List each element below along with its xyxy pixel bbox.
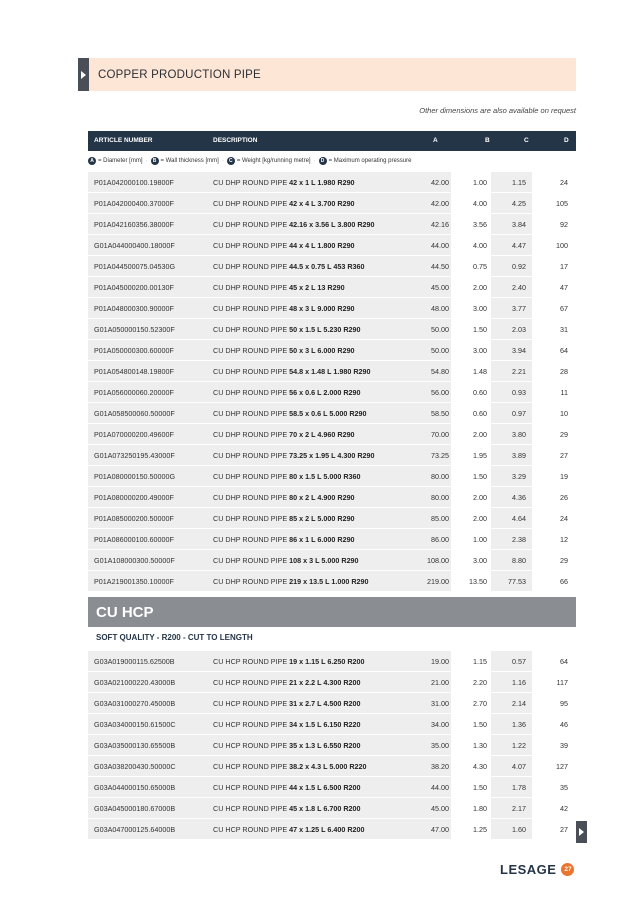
value-d: 27 <box>560 451 568 460</box>
value-b: 4.30 <box>473 762 487 771</box>
description <box>213 556 359 565</box>
description <box>213 514 355 523</box>
value-d: 100 <box>556 241 568 250</box>
value-c: 0.92 <box>512 262 526 271</box>
description <box>213 657 365 666</box>
value-a: 34.00 <box>431 720 449 729</box>
legend-c-badge: C <box>227 157 235 165</box>
description-dimensions: 47 x 1.25 L 6.400 R200 <box>289 825 365 834</box>
article-number: P01A054800148.19800F <box>94 367 174 376</box>
value-b: 2.20 <box>473 678 487 687</box>
description-dimensions: 85 x 2 L 5.000 R290 <box>289 514 355 523</box>
next-page-arrow-icon[interactable] <box>576 821 587 843</box>
value-a: 38.20 <box>431 762 449 771</box>
description-prefix: CU HCP ROUND PIPE <box>213 720 288 729</box>
value-d: 64 <box>560 346 568 355</box>
description <box>213 388 361 397</box>
value-d: 127 <box>556 762 568 771</box>
legend-b-badge: B <box>151 157 159 165</box>
description-prefix: CU DHP ROUND PIPE <box>213 472 288 481</box>
value-c: 3.94 <box>512 346 526 355</box>
header-b: B <box>485 137 490 144</box>
value-a: 21.00 <box>431 678 449 687</box>
value-b: 4.00 <box>473 241 487 250</box>
table-row <box>88 318 576 339</box>
description-prefix: CU DHP ROUND PIPE <box>213 451 288 460</box>
value-d: 24 <box>560 514 568 523</box>
value-b: 3.56 <box>473 220 487 229</box>
description-dimensions: 44 x 1.5 L 6.500 R200 <box>289 783 361 792</box>
table-row <box>88 692 576 713</box>
description-dimensions: 86 x 1 L 6.000 R290 <box>289 535 355 544</box>
value-d: 95 <box>560 699 568 708</box>
header-c: C <box>524 137 529 144</box>
value-d: 19 <box>560 472 568 481</box>
value-a: 35.00 <box>431 741 449 750</box>
article-number: P01A048000300.90000F <box>94 304 174 313</box>
value-c: 2.40 <box>512 283 526 292</box>
value-c: 3.80 <box>512 430 526 439</box>
description-dimensions: 70 x 2 L 4.960 R290 <box>289 430 355 439</box>
description-prefix: CU HCP ROUND PIPE <box>213 678 288 687</box>
description <box>213 783 361 792</box>
value-b: 3.00 <box>473 304 487 313</box>
article-number: P01A044500075.04530G <box>94 262 176 271</box>
description <box>213 178 355 187</box>
description <box>213 741 361 750</box>
description <box>213 346 355 355</box>
value-a: 85.00 <box>431 514 449 523</box>
description-dimensions: 35 x 1.3 L 6.550 R200 <box>289 741 361 750</box>
value-c: 3.89 <box>512 451 526 460</box>
table-row <box>88 297 576 318</box>
value-c: 4.64 <box>512 514 526 523</box>
header-d: D <box>564 137 569 144</box>
footer <box>500 862 574 877</box>
description-dimensions: 50 x 3 L 6.000 R290 <box>289 346 355 355</box>
value-a: 80.00 <box>431 493 449 502</box>
description-dimensions: 219 x 13.5 L 1.000 R290 <box>289 577 369 586</box>
legend <box>88 154 576 168</box>
value-a: 50.00 <box>431 325 449 334</box>
description-prefix: CU HCP ROUND PIPE <box>213 783 288 792</box>
table-header <box>88 131 576 151</box>
section-title: CU HCP <box>96 604 154 621</box>
value-d: 42 <box>560 804 568 813</box>
header-article: ARTICLE NUMBER <box>94 137 153 144</box>
description-prefix: CU DHP ROUND PIPE <box>213 367 288 376</box>
description-dimensions: 56 x 0.6 L 2.000 R290 <box>289 388 361 397</box>
value-b: 1.95 <box>473 451 487 460</box>
value-d: 29 <box>560 556 568 565</box>
value-c: 1.36 <box>512 720 526 729</box>
value-d: 117 <box>556 678 568 687</box>
table-row <box>88 528 576 549</box>
article-number: P01A080000150.50000G <box>94 472 176 481</box>
description-prefix: CU DHP ROUND PIPE <box>213 535 288 544</box>
section-header-cu-hcp <box>88 597 576 627</box>
table-row <box>88 713 576 734</box>
legend-b <box>151 157 219 165</box>
description-prefix: CU DHP ROUND PIPE <box>213 178 288 187</box>
value-d: 10 <box>560 409 568 418</box>
article-number: P01A070000200.49600F <box>94 430 174 439</box>
article-number: G03A021000220.43000B <box>94 678 176 687</box>
value-c: 8.80 <box>512 556 526 565</box>
value-b: 0.60 <box>473 388 487 397</box>
description-dimensions: 48 x 3 L 9.000 R290 <box>289 304 355 313</box>
value-b: 0.60 <box>473 409 487 418</box>
description-prefix: CU DHP ROUND PIPE <box>213 304 288 313</box>
value-b: 1.00 <box>473 535 487 544</box>
description-prefix: CU DHP ROUND PIPE <box>213 283 288 292</box>
description <box>213 762 367 771</box>
value-c: 2.17 <box>512 804 526 813</box>
legend-d-badge: D <box>319 157 327 165</box>
article-number: G01A044000400.18000F <box>94 241 175 250</box>
value-a: 108.00 <box>427 556 449 565</box>
table-row <box>88 486 576 507</box>
legend-separator: · <box>313 158 316 164</box>
table-row <box>88 171 576 192</box>
table-row <box>88 381 576 402</box>
description-dimensions: 80 x 2 L 4.900 R290 <box>289 493 355 502</box>
article-number: P01A056000060.20000F <box>94 388 174 397</box>
description-prefix: CU DHP ROUND PIPE <box>213 199 288 208</box>
value-a: 45.00 <box>431 804 449 813</box>
table-row <box>88 818 576 839</box>
value-a: 47.00 <box>431 825 449 834</box>
value-d: 12 <box>560 535 568 544</box>
description <box>213 493 355 502</box>
description-dimensions: 58.5 x 0.6 L 5.000 R290 <box>289 409 367 418</box>
section-subtitle: SOFT QUALITY - R200 - CUT TO LENGTH <box>96 633 253 642</box>
description-prefix: CU DHP ROUND PIPE <box>213 241 288 250</box>
legend-c <box>227 157 311 165</box>
description-dimensions: 45 x 2 L 13 R290 <box>289 283 345 292</box>
value-a: 31.00 <box>431 699 449 708</box>
description <box>213 304 355 313</box>
table-row <box>88 213 576 234</box>
legend-c-text: = Weight [kg/running metre] <box>236 158 311 164</box>
description-dimensions: 50 x 1.5 L 5.230 R290 <box>289 325 361 334</box>
value-a: 42.00 <box>431 178 449 187</box>
description <box>213 699 361 708</box>
value-d: 29 <box>560 430 568 439</box>
value-d: 31 <box>560 325 568 334</box>
value-c: 1.15 <box>512 178 526 187</box>
description <box>213 283 345 292</box>
legend-a <box>88 157 143 165</box>
description-prefix: CU DHP ROUND PIPE <box>213 493 288 502</box>
description-dimensions: 21 x 2.2 L 4.300 R200 <box>289 678 361 687</box>
value-d: 35 <box>560 783 568 792</box>
description-dimensions: 80 x 1.5 L 5.000 R360 <box>289 472 361 481</box>
description-dimensions: 108 x 3 L 5.000 R290 <box>289 556 359 565</box>
description-prefix: CU DHP ROUND PIPE <box>213 325 288 334</box>
table-row <box>88 444 576 465</box>
legend-a-text: = Diameter [mm] <box>98 158 143 164</box>
value-b: 1.00 <box>473 178 487 187</box>
availability-note: Other dimensions are also available on request <box>419 106 576 115</box>
article-number: P01A042160356.38000F <box>94 220 174 229</box>
value-b: 1.15 <box>473 657 487 666</box>
article-number: P01A085000200.50000F <box>94 514 174 523</box>
legend-separator: · <box>221 158 224 164</box>
description-prefix: CU HCP ROUND PIPE <box>213 741 288 750</box>
value-a: 45.00 <box>431 283 449 292</box>
description-dimensions: 42 x 4 L 3.700 R290 <box>289 199 355 208</box>
article-number: G03A044000150.65000B <box>94 783 176 792</box>
description-dimensions: 44 x 4 L 1.800 R290 <box>289 241 355 250</box>
article-number: P01A042000100.19800F <box>94 178 174 187</box>
table-row <box>88 549 576 570</box>
table-row <box>88 734 576 755</box>
table-row <box>88 276 576 297</box>
description <box>213 720 361 729</box>
value-c: 2.38 <box>512 535 526 544</box>
value-c: 4.25 <box>512 199 526 208</box>
description <box>213 825 365 834</box>
table-row <box>88 776 576 797</box>
value-c: 4.36 <box>512 493 526 502</box>
value-b: 2.70 <box>473 699 487 708</box>
value-d: 67 <box>560 304 568 313</box>
dhp-table-body <box>88 171 576 591</box>
description <box>213 430 355 439</box>
value-c: 0.57 <box>512 657 526 666</box>
description <box>213 199 355 208</box>
value-a: 42.16 <box>431 220 449 229</box>
description <box>213 472 361 481</box>
description-prefix: CU DHP ROUND PIPE <box>213 346 288 355</box>
header-description: DESCRIPTION <box>213 137 258 144</box>
table-row <box>88 234 576 255</box>
description <box>213 241 355 250</box>
value-a: 70.00 <box>431 430 449 439</box>
description-prefix: CU HCP ROUND PIPE <box>213 657 288 666</box>
description-prefix: CU DHP ROUND PIPE <box>213 220 288 229</box>
value-a: 86.00 <box>431 535 449 544</box>
value-c: 2.21 <box>512 367 526 376</box>
value-b: 1.48 <box>473 367 487 376</box>
description <box>213 804 361 813</box>
value-a: 42.00 <box>431 199 449 208</box>
description <box>213 678 361 687</box>
table-row <box>88 255 576 276</box>
article-number: P01A045000200.00130F <box>94 283 174 292</box>
brand-logo: LESAGE <box>500 862 557 877</box>
description-prefix: CU HCP ROUND PIPE <box>213 762 288 771</box>
description <box>213 409 367 418</box>
value-c: 1.16 <box>512 678 526 687</box>
header-a: A <box>433 137 438 144</box>
article-number: P01A219001350.10000F <box>94 577 174 586</box>
description-prefix: CU HCP ROUND PIPE <box>213 825 288 834</box>
value-a: 44.00 <box>431 783 449 792</box>
description-dimensions: 54.8 x 1.48 L 1.980 R290 <box>289 367 371 376</box>
value-d: 27 <box>560 825 568 834</box>
description-dimensions: 31 x 2.7 L 4.500 R200 <box>289 699 361 708</box>
description-prefix: CU HCP ROUND PIPE <box>213 699 288 708</box>
value-c: 0.93 <box>512 388 526 397</box>
article-number: P01A050000300.60000F <box>94 346 174 355</box>
value-b: 0.75 <box>473 262 487 271</box>
value-b: 3.00 <box>473 556 487 565</box>
hcp-table-body <box>88 650 576 839</box>
value-b: 4.00 <box>473 199 487 208</box>
value-a: 44.50 <box>431 262 449 271</box>
description-prefix: CU DHP ROUND PIPE <box>213 409 288 418</box>
table-row <box>88 402 576 423</box>
value-d: 26 <box>560 493 568 502</box>
description-prefix: CU DHP ROUND PIPE <box>213 577 288 586</box>
value-c: 1.78 <box>512 783 526 792</box>
value-a: 54.80 <box>431 367 449 376</box>
value-c: 3.29 <box>512 472 526 481</box>
value-c: 3.84 <box>512 220 526 229</box>
legend-d <box>319 157 412 165</box>
value-b: 1.50 <box>473 783 487 792</box>
description-dimensions: 42.16 x 3.56 L 3.800 R290 <box>289 220 375 229</box>
value-c: 1.60 <box>512 825 526 834</box>
banner-arrow-icon <box>78 58 89 91</box>
article-number: G01A058500060.50000F <box>94 409 175 418</box>
table-row <box>88 423 576 444</box>
legend-d-text: = Maximum operating pressure <box>328 158 412 164</box>
article-number: P01A080000200.49000F <box>94 493 174 502</box>
article-number: G03A035000130.65500B <box>94 741 176 750</box>
value-b: 2.00 <box>473 283 487 292</box>
value-d: 24 <box>560 178 568 187</box>
value-c: 0.97 <box>512 409 526 418</box>
table-row <box>88 755 576 776</box>
article-number: G03A031000270.45000B <box>94 699 176 708</box>
article-number: P01A042000400.37000F <box>94 199 174 208</box>
value-d: 66 <box>560 577 568 586</box>
value-c: 1.22 <box>512 741 526 750</box>
value-a: 48.00 <box>431 304 449 313</box>
value-d: 39 <box>560 741 568 750</box>
value-d: 46 <box>560 720 568 729</box>
value-a: 219.00 <box>427 577 449 586</box>
page-number: 27 <box>561 863 574 876</box>
value-b: 1.50 <box>473 720 487 729</box>
table-row <box>88 192 576 213</box>
description-dimensions: 73.25 x 1.95 L 4.300 R290 <box>289 451 375 460</box>
table-row <box>88 360 576 381</box>
value-c: 2.14 <box>512 699 526 708</box>
value-d: 11 <box>560 388 568 397</box>
value-a: 19.00 <box>431 657 449 666</box>
article-number: G01A108000300.50000F <box>94 556 175 565</box>
description-prefix: CU DHP ROUND PIPE <box>213 262 288 271</box>
article-number: G03A034000150.61500C <box>94 720 176 729</box>
value-b: 1.30 <box>473 741 487 750</box>
value-d: 28 <box>560 367 568 376</box>
banner-title: COPPER PRODUCTION PIPE <box>98 68 261 81</box>
value-c: 77.53 <box>508 577 526 586</box>
value-d: 64 <box>560 657 568 666</box>
description <box>213 220 375 229</box>
table-row <box>88 797 576 818</box>
table-row <box>88 465 576 486</box>
article-number: G03A038200430.50000C <box>94 762 176 771</box>
article-number: G03A019000115.62500B <box>94 657 175 666</box>
description-dimensions: 38.2 x 4.3 L 5.000 R220 <box>289 762 367 771</box>
value-b: 3.00 <box>473 346 487 355</box>
value-a: 58.50 <box>431 409 449 418</box>
value-a: 50.00 <box>431 346 449 355</box>
description <box>213 451 375 460</box>
description <box>213 325 361 334</box>
description-dimensions: 19 x 1.15 L 6.250 R200 <box>289 657 365 666</box>
description <box>213 262 365 271</box>
value-c: 4.07 <box>512 762 526 771</box>
description-dimensions: 42 x 1 L 1.980 R290 <box>289 178 355 187</box>
description-prefix: CU DHP ROUND PIPE <box>213 514 288 523</box>
description <box>213 577 369 586</box>
table-row <box>88 570 576 591</box>
value-d: 105 <box>556 199 568 208</box>
legend-separator: · <box>145 158 148 164</box>
article-number: G03A047000125.64000B <box>94 825 176 834</box>
description-dimensions: 45 x 1.8 L 6.700 R200 <box>289 804 361 813</box>
description <box>213 535 355 544</box>
table-row <box>88 507 576 528</box>
description-dimensions: 44.5 x 0.75 L 453 R360 <box>289 262 365 271</box>
article-number: G03A045000180.67000B <box>94 804 176 813</box>
value-c: 2.03 <box>512 325 526 334</box>
article-number: G01A050000150.52300F <box>94 325 175 334</box>
value-c: 3.77 <box>512 304 526 313</box>
description-prefix: CU HCP ROUND PIPE <box>213 804 288 813</box>
description-prefix: CU DHP ROUND PIPE <box>213 556 288 565</box>
value-d: 92 <box>560 220 568 229</box>
description-prefix: CU DHP ROUND PIPE <box>213 388 288 397</box>
description-dimensions: 34 x 1.5 L 6.150 R220 <box>289 720 361 729</box>
value-b: 2.00 <box>473 430 487 439</box>
value-b: 1.80 <box>473 804 487 813</box>
description-prefix: CU DHP ROUND PIPE <box>213 430 288 439</box>
value-a: 56.00 <box>431 388 449 397</box>
value-d: 47 <box>560 283 568 292</box>
value-b: 2.00 <box>473 514 487 523</box>
value-c: 4.47 <box>512 241 526 250</box>
value-b: 1.50 <box>473 325 487 334</box>
value-d: 17 <box>560 262 568 271</box>
value-b: 1.50 <box>473 472 487 481</box>
legend-a-badge: A <box>88 157 96 165</box>
table-row <box>88 671 576 692</box>
value-a: 80.00 <box>431 472 449 481</box>
description <box>213 367 371 376</box>
section-banner <box>78 58 576 91</box>
value-b: 2.00 <box>473 493 487 502</box>
value-b: 1.25 <box>473 825 487 834</box>
table-row <box>88 339 576 360</box>
legend-b-text: = Wall thickness [mm] <box>160 158 219 164</box>
value-a: 73.25 <box>431 451 449 460</box>
value-b: 13.50 <box>469 577 487 586</box>
article-number: P01A086000100.60000F <box>94 535 174 544</box>
article-number: G01A073250195.43000F <box>94 451 175 460</box>
value-a: 44.00 <box>431 241 449 250</box>
table-row <box>88 650 576 671</box>
